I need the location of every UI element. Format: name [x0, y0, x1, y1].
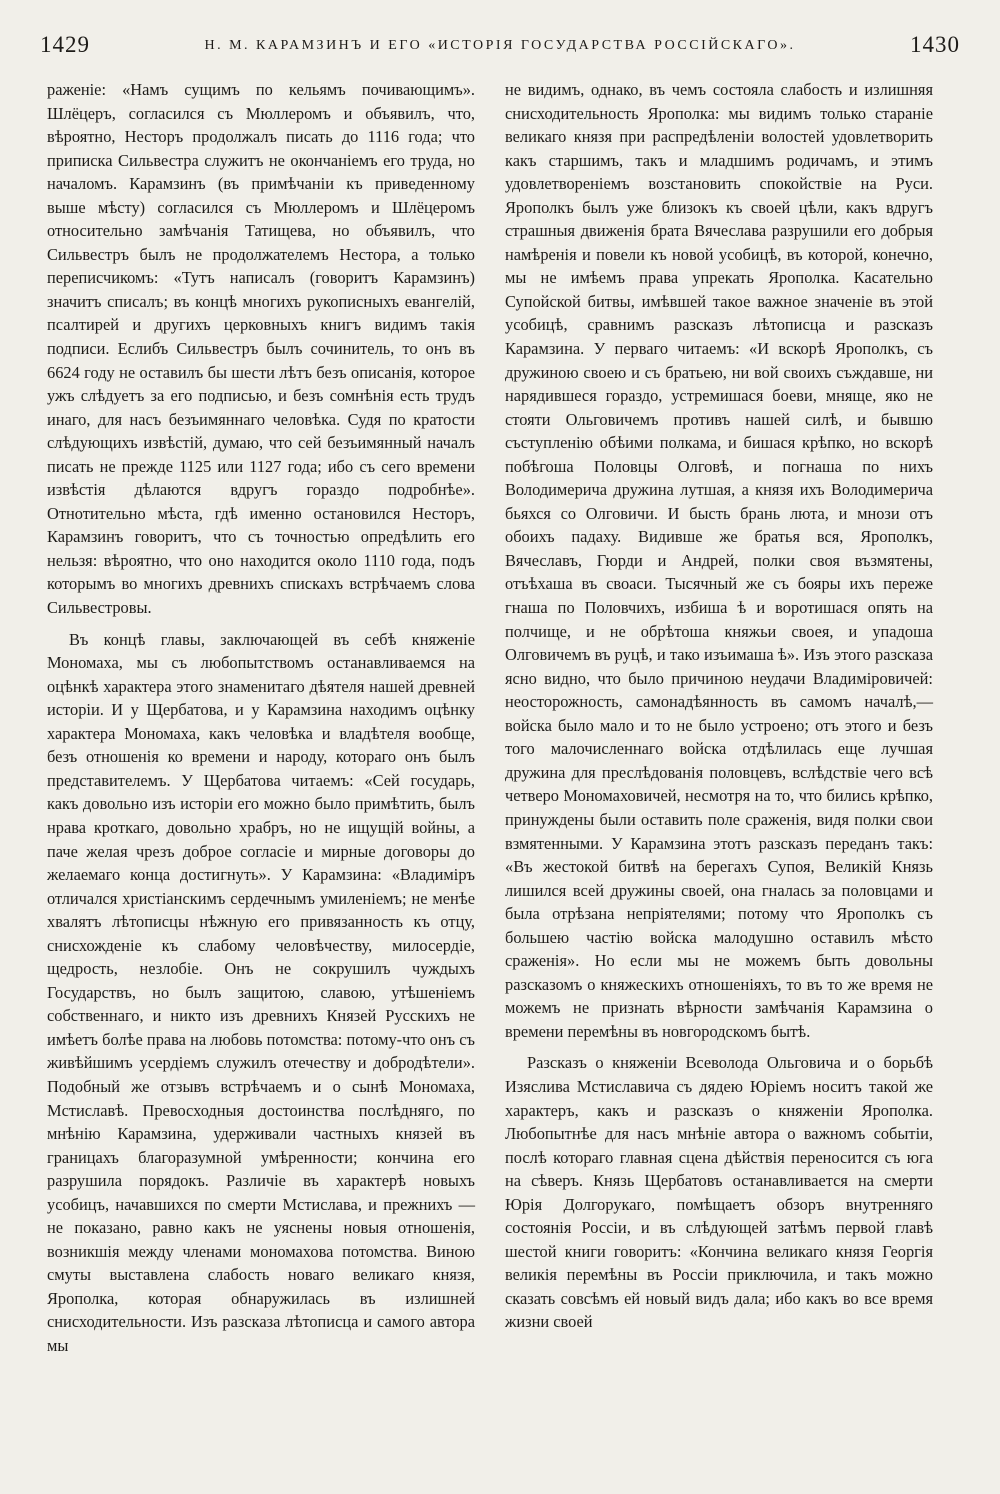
- paragraph: раженіе: «Намъ сущимъ по кельямъ почивающимъ». Шлёцеръ, согласился съ Мюллеромъ и объявилъ, что, вѣроятно, Несторъ продолжалъ писать до 1116 года; что приписка Сильвестра служитъ не окончаніемъ его труда, но началомъ. Карамзинъ (въ примѣчаніи къ приведенному выше мѣсту) согласился съ Мюллеромъ и Шлёцеромъ относительно замѣчанія Татищева, но объявилъ, что Сильвестръ былъ не продолжателемъ Нестора, а только переписчикомъ: «Тутъ написалъ (говоритъ Карамзинъ) значитъ списалъ; въ концѣ многихъ рукописныхъ евангелій, псалтирей и другихъ церковныхъ книгъ видимъ такія подписи. Еслибъ Сильвестръ былъ сочинитель, то онъ въ 6624 году не оставилъ бы шести лѣтъ безъ описанія, которое ужъ слѣдуетъ за его подписью, и безъ сомнѣнія есть трудъ инаго, для насъ безъимяннаго человѣка. Судя по кратости слѣдующихъ извѣстій, думаю, что сей безъимянный началъ писать не прежде 1125 или 1127 года; ибо съ сего времени извѣстія дѣлаются вдругъ гораздо подробнѣе». Отнотительно мѣста, гдѣ именно остановился Несторъ, Карамзинъ говоритъ, что съ точностью опредѣлить его нельзя: вѣроятно, что оно находится около 1110 года, подъ которымъ во многихъ древнихъ спискахъ встрѣчаемъ слова Сильвестровы.: [47, 80, 475, 618]
- paragraph: Разсказъ о княженіи Всеволода Ольговича и о борьбѣ Изяслива Мстиславича съ дядею Юріемъ носитъ такой же характеръ, какъ и разсказъ о княженіи Ярополка. Любопытнѣе для насъ мнѣніе автора о важномъ событіи, послѣ котораго главная сцена дѣйствія переносится съ юга на сѣверъ. Князь Щербатовъ останавливается на смерти Юрія Долгорукаго, помѣщаетъ обзоръ внутренняго состоянія Россіи, и въ слѣдующей затѣмъ первой главѣ шестой книги говоритъ: «Кончина великаго князя Георгія великія перемѣны въ Россіи приключила, и такъ можно сказать совсѣмъ ей новый видъ дала; ибо какъ во все время жизни своей: [505, 1053, 933, 1332]
- page-number-right: 1430: [910, 32, 960, 57]
- left-column: [47, 78, 475, 1358]
- paragraph: Въ концѣ главы, заключающей въ себѣ княженіе Мономаха, мы съ любопытствомъ останавливаемся на оцѣнкѣ характера этого знаменитаго дѣятеля нашей древней исторіи. И у Щербатова, и у Карамзина находимъ оцѣнку характера Мономаха, какъ человѣка и владѣтеля вообще, безъ отношенія ко времени и народу, котораго онъ былъ представителемъ. У Щербатова читаемъ: «Сей государь, какъ довольно изъ исторіи его можно было примѣтить, былъ нрава кроткаго, довольно храбръ, но не ищущій войны, а паче желая чрезъ доброе согласіе и мирные договоры до желаемаго конца достигнуть». У Карамзина: «Владиміръ отличался христіанскимъ сердечнымъ умиленіемъ; не менѣе хвалятъ лѣтописцы нѣжную его привязанность къ отцу, снисхожденіе къ слабому человѣчеству, милосердіе, щедрость, незлобіе. Онъ не сокрушилъ чуждыхъ Государствъ, но былъ защитою, славою, утѣшеніемъ собственнаго, и никто изъ древнихъ Князей Русскихъ не имѣетъ болѣе права на любовь потомства: потому-что онъ съ живѣйшимъ усердіемъ служилъ отечеству и добродѣтели». Подобный же отзывъ встрѣчаемъ и о сынѣ Мономаха, Мстиславѣ. Превосходныя достоинства послѣдняго, по мнѣнію Карамзина, удерживали частныхъ князей въ границахъ благоразумной умѣренности; кончина его разрушила порядокъ. Различіе въ характерѣ новыхъ усобицъ, начавшихся по смерти Мстислава, и прежнихъ — не показано, равно какъ не уяснены новыя отношенія, возникшія между членами мономахова потомства. Виною смуты выставлена слабость новаго великаго князя, Ярополка, которая обнаружилась въ излишней снисходительности. Изъ разсказа лѣтописца и самого автора мы: [47, 629, 475, 1355]
- right-column: [505, 78, 933, 1334]
- page-number-left: 1429: [40, 32, 90, 57]
- paragraph: не видимъ, однако, въ чемъ состояла слабость и излишняя снисходительность Ярополка: мы видимъ только стараніе великаго князя при распредѣленіи волостей удовлетворить какъ старшимъ, такъ и младшимъ родичамъ, и этимъ удовлетвореніемъ возстановить спокойствіе на Руси. Ярополкъ былъ уже близокъ къ своей цѣли, какъ вдругъ страшныя движенія брата Вячеслава разрушили его добрыя намѣренія и повели къ новой усобицѣ, въ которой, конечно, мы не имѣемъ права упрекать Ярополка. Касательно Супойской битвы, имѣвшей такое важное значеніе въ этой усобицѣ, сравнимъ разсказъ лѣтописца и разсказъ Карамзина. У перваго читаемъ: «И вскорѣ Ярополкъ, съ дружиною своею и съ братьею, ни вой своихъ съждавше, ни нарядившеся гораздо, устремишася боеви, мняще, яко не стояти Ольговичемъ противъ нашей силѣ, и бывшю съступленію обѣими полкама, и бишася крѣпко, но вскорѣ побѣгоша Половцы Олговѣ, и погнаша по нихъ Володимерича дружина лутшая, а князя ихъ Володимерича бьяхся со Олговичи. И бысть брань люта, и мнози отъ обоихъ падаху. Видивше же братья вся, Ярополкъ, Вячеславъ, Гюрди и Андрей, полки своя възмятены, отъѣхаша въ своаси. Тысячный же съ бояры ихъ переже гнаша по Половчихъ, избиша ѣ и воротишася опять на полчище, и не обрѣтоша княжьи своея, и упадоша Олговичемъ въ руцѣ, и тако изъимаша ѣ». Изъ этого разсказа ясно видно, что было причиною неудачи Владиміровичей: неосторожность, самонадѣянность въ самомъ началѣ,—войска было мало и то не было устроено; отъ этого и безъ того малочисленнаго войска отдѣлилась еще лучшая дружина для преслѣдованія половцевъ, вслѣдствіе чего всѣ четверо Мономаховичей, несмотря на то, что бились крѣпко, принуждены были оставить поле сраженія, видя полки свои взмятенными. У Карамзина этотъ разсказъ переданъ такъ: «Въ жестокой битвѣ на берегахъ Супоя, Великій Князь лишился всей дружины своей, она гналась за половцами и была отрѣзана непріятелями; потому что Ярополкъ съ большею частію войска малодушно оставилъ мѣсто сраженія». Но если мы не можемъ быть довольны разсказомъ о княжескихъ отношеніяхъ, то въ то же время не можемъ не признать вѣрности замѣчанія Карамзина о времени перемѣны въ новгородскомъ бытѣ.: [505, 80, 933, 1041]
- page-header: [40, 26, 960, 66]
- running-title: Н. М. КАРАМЗИНЪ И ЕГО «ИСТОРІЯ ГОСУДАРСТВА РОССІЙСКАГО».: [204, 38, 796, 53]
